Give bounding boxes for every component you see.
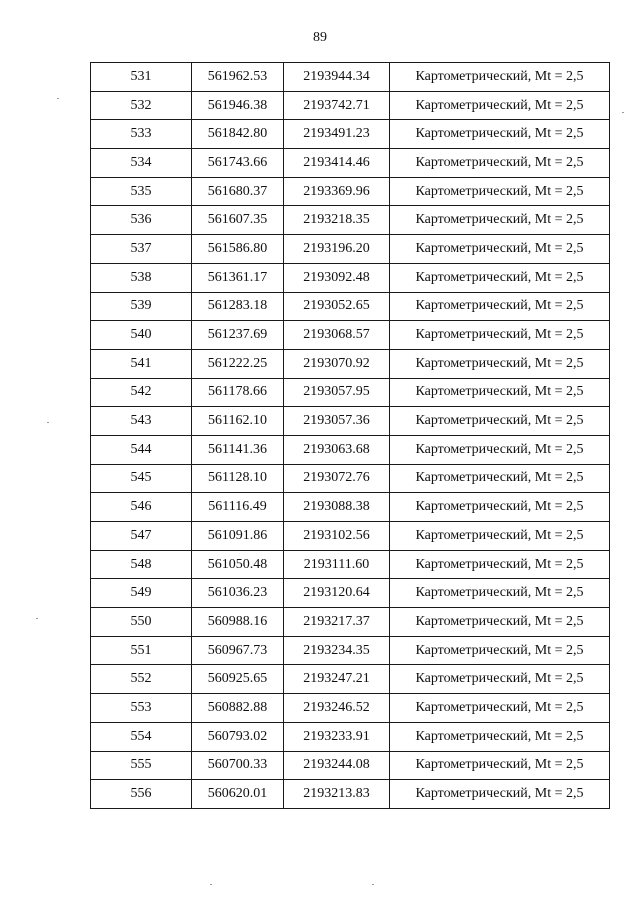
- x-coordinate-cell: 560967.73: [192, 636, 284, 665]
- x-coordinate-cell: 561283.18: [192, 292, 284, 321]
- x-coordinate-cell: 561222.25: [192, 349, 284, 378]
- method-cell: Картометрический, Mt = 2,5: [390, 407, 610, 436]
- point-number-cell: 539: [91, 292, 192, 321]
- y-coordinate-cell: 2193057.95: [284, 378, 390, 407]
- y-coordinate-cell: 2193072.76: [284, 464, 390, 493]
- table-row: [91, 780, 610, 809]
- method-cell: Картометрический, Mt = 2,5: [390, 751, 610, 780]
- scan-speck: [36, 618, 38, 619]
- x-coordinate-cell: 561946.38: [192, 91, 284, 120]
- table-row: [91, 636, 610, 665]
- y-coordinate-cell: 2193369.96: [284, 177, 390, 206]
- method-cell: Картометрический, Mt = 2,5: [390, 665, 610, 694]
- point-number-cell: 554: [91, 722, 192, 751]
- method-cell: Картометрический, Mt = 2,5: [390, 235, 610, 264]
- table-row: [91, 435, 610, 464]
- point-number-cell: 534: [91, 149, 192, 178]
- point-number-cell: 548: [91, 550, 192, 579]
- method-cell: Картометрический, Mt = 2,5: [390, 149, 610, 178]
- y-coordinate-cell: 2193217.37: [284, 608, 390, 637]
- x-coordinate-cell: 561128.10: [192, 464, 284, 493]
- x-coordinate-cell: 561036.23: [192, 579, 284, 608]
- point-number-cell: 536: [91, 206, 192, 235]
- page-number: 89: [313, 30, 327, 45]
- point-number-cell: 552: [91, 665, 192, 694]
- y-coordinate-cell: 2193063.68: [284, 435, 390, 464]
- x-coordinate-cell: 561743.66: [192, 149, 284, 178]
- method-cell: Картометрический, Mt = 2,5: [390, 636, 610, 665]
- point-number-cell: 545: [91, 464, 192, 493]
- y-coordinate-cell: 2193491.23: [284, 120, 390, 149]
- scan-speck: [57, 98, 59, 99]
- y-coordinate-cell: 2193088.38: [284, 493, 390, 522]
- x-coordinate-cell: 561680.37: [192, 177, 284, 206]
- table-row: [91, 177, 610, 206]
- point-number-cell: 537: [91, 235, 192, 264]
- x-coordinate-cell: 561842.80: [192, 120, 284, 149]
- x-coordinate-cell: 561050.48: [192, 550, 284, 579]
- method-cell: Картометрический, Mt = 2,5: [390, 378, 610, 407]
- scan-speck: [47, 422, 49, 423]
- method-cell: Картометрический, Mt = 2,5: [390, 722, 610, 751]
- point-number-cell: 541: [91, 349, 192, 378]
- x-coordinate-cell: 560700.33: [192, 751, 284, 780]
- point-number-cell: 551: [91, 636, 192, 665]
- scan-speck: [210, 884, 212, 885]
- y-coordinate-cell: 2193414.46: [284, 149, 390, 178]
- table-row: [91, 263, 610, 292]
- table-row: [91, 694, 610, 723]
- method-cell: Картометрический, Mt = 2,5: [390, 694, 610, 723]
- y-coordinate-cell: 2193068.57: [284, 321, 390, 350]
- point-number-cell: 535: [91, 177, 192, 206]
- y-coordinate-cell: 2193233.91: [284, 722, 390, 751]
- table-row: [91, 235, 610, 264]
- table-row: [91, 751, 610, 780]
- y-coordinate-cell: 2193742.71: [284, 91, 390, 120]
- point-number-cell: 533: [91, 120, 192, 149]
- point-number-cell: 546: [91, 493, 192, 522]
- y-coordinate-cell: 2193092.48: [284, 263, 390, 292]
- y-coordinate-cell: 2193246.52: [284, 694, 390, 723]
- table-row: [91, 321, 610, 350]
- y-coordinate-cell: 2193218.35: [284, 206, 390, 235]
- point-number-cell: 540: [91, 321, 192, 350]
- method-cell: Картометрический, Mt = 2,5: [390, 206, 610, 235]
- method-cell: Картометрический, Mt = 2,5: [390, 321, 610, 350]
- point-number-cell: 549: [91, 579, 192, 608]
- y-coordinate-cell: 2193213.83: [284, 780, 390, 809]
- point-number-cell: 550: [91, 608, 192, 637]
- x-coordinate-cell: 561607.35: [192, 206, 284, 235]
- table-row: [91, 292, 610, 321]
- x-coordinate-cell: 560988.16: [192, 608, 284, 637]
- table-row: [91, 407, 610, 436]
- scan-speck: [622, 112, 624, 113]
- x-coordinate-cell: 560882.88: [192, 694, 284, 723]
- method-cell: Картометрический, Mt = 2,5: [390, 522, 610, 551]
- x-coordinate-cell: 560793.02: [192, 722, 284, 751]
- method-cell: Картометрический, Mt = 2,5: [390, 435, 610, 464]
- point-number-cell: 547: [91, 522, 192, 551]
- method-cell: Картометрический, Mt = 2,5: [390, 780, 610, 809]
- table-row: [91, 149, 610, 178]
- point-number-cell: 555: [91, 751, 192, 780]
- x-coordinate-cell: 560620.01: [192, 780, 284, 809]
- x-coordinate-cell: 560925.65: [192, 665, 284, 694]
- coordinates-table: [90, 62, 610, 809]
- table-row: [91, 665, 610, 694]
- table-row: [91, 378, 610, 407]
- x-coordinate-cell: 561141.36: [192, 435, 284, 464]
- point-number-cell: 542: [91, 378, 192, 407]
- method-cell: Картометрический, Mt = 2,5: [390, 91, 610, 120]
- table-row: [91, 522, 610, 551]
- y-coordinate-cell: 2193120.64: [284, 579, 390, 608]
- method-cell: Картометрический, Mt = 2,5: [390, 177, 610, 206]
- table-row: [91, 120, 610, 149]
- x-coordinate-cell: 561116.49: [192, 493, 284, 522]
- y-coordinate-cell: 2193196.20: [284, 235, 390, 264]
- table-row: [91, 579, 610, 608]
- method-cell: Картометрический, Mt = 2,5: [390, 292, 610, 321]
- coordinates-table-body: [91, 63, 610, 809]
- x-coordinate-cell: 561091.86: [192, 522, 284, 551]
- y-coordinate-cell: 2193070.92: [284, 349, 390, 378]
- y-coordinate-cell: 2193111.60: [284, 550, 390, 579]
- y-coordinate-cell: 2193244.08: [284, 751, 390, 780]
- x-coordinate-cell: 561162.10: [192, 407, 284, 436]
- method-cell: Картометрический, Mt = 2,5: [390, 63, 610, 92]
- method-cell: Картометрический, Mt = 2,5: [390, 550, 610, 579]
- x-coordinate-cell: 561361.17: [192, 263, 284, 292]
- table-row: [91, 608, 610, 637]
- y-coordinate-cell: 2193057.36: [284, 407, 390, 436]
- x-coordinate-cell: 561178.66: [192, 378, 284, 407]
- point-number-cell: 553: [91, 694, 192, 723]
- x-coordinate-cell: 561237.69: [192, 321, 284, 350]
- table-row: [91, 206, 610, 235]
- y-coordinate-cell: 2193247.21: [284, 665, 390, 694]
- method-cell: Картометрический, Mt = 2,5: [390, 579, 610, 608]
- y-coordinate-cell: 2193234.35: [284, 636, 390, 665]
- point-number-cell: 532: [91, 91, 192, 120]
- method-cell: Картометрический, Mt = 2,5: [390, 464, 610, 493]
- method-cell: Картометрический, Mt = 2,5: [390, 349, 610, 378]
- scan-speck: [372, 884, 374, 885]
- method-cell: Картометрический, Mt = 2,5: [390, 493, 610, 522]
- table-row: [91, 493, 610, 522]
- method-cell: Картометрический, Mt = 2,5: [390, 263, 610, 292]
- x-coordinate-cell: 561586.80: [192, 235, 284, 264]
- y-coordinate-cell: 2193102.56: [284, 522, 390, 551]
- table-row: [91, 550, 610, 579]
- point-number-cell: 531: [91, 63, 192, 92]
- y-coordinate-cell: 2193944.34: [284, 63, 390, 92]
- x-coordinate-cell: 561962.53: [192, 63, 284, 92]
- table-row: [91, 464, 610, 493]
- table-row: [91, 349, 610, 378]
- y-coordinate-cell: 2193052.65: [284, 292, 390, 321]
- point-number-cell: 543: [91, 407, 192, 436]
- table-row: [91, 63, 610, 92]
- method-cell: Картометрический, Mt = 2,5: [390, 608, 610, 637]
- method-cell: Картометрический, Mt = 2,5: [390, 120, 610, 149]
- table-row: [91, 722, 610, 751]
- point-number-cell: 556: [91, 780, 192, 809]
- point-number-cell: 544: [91, 435, 192, 464]
- point-number-cell: 538: [91, 263, 192, 292]
- table-row: [91, 91, 610, 120]
